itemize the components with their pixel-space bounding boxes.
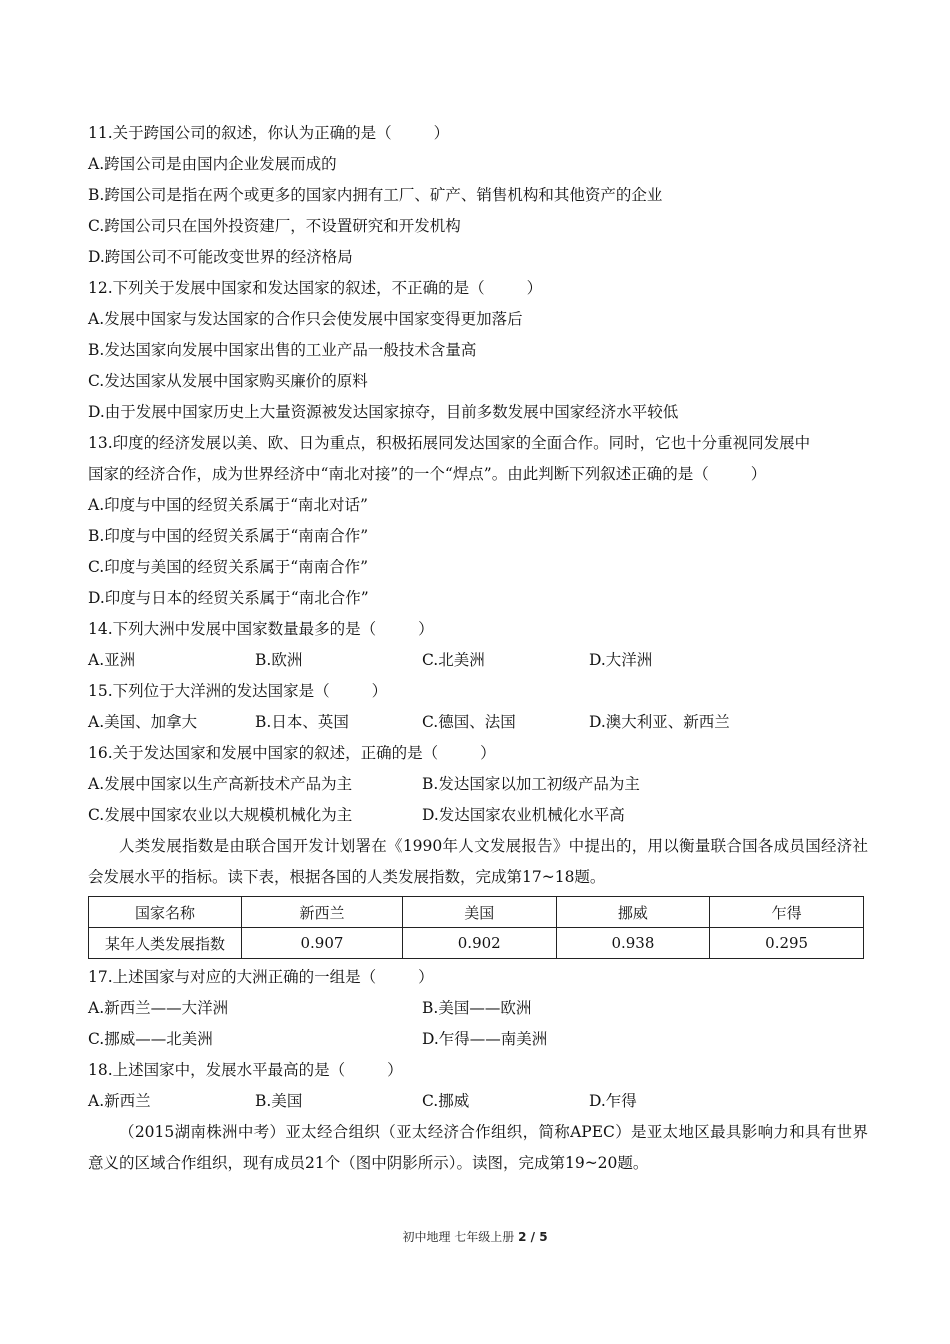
q11-option-d: D.跨国公司不可能改变世界的经济格局 bbox=[88, 248, 353, 266]
q16-options-row1 bbox=[88, 769, 868, 800]
q11-option-b: B.跨国公司是指在两个或更多的国家内拥有工厂、矿产、销售机构和其他资产的企业 bbox=[88, 186, 663, 204]
q16-option-b: B.发达国家以加工初级产品为主 bbox=[422, 775, 640, 793]
q13-option-a: A.印度与中国的经贸关系属于“南北对话” bbox=[88, 496, 368, 514]
q14-option-d: D.大洋洲 bbox=[589, 651, 653, 669]
q17-option-c: C.挪威——北美洲 bbox=[88, 1030, 213, 1048]
q16-option-a: A.发展中国家以生产高新技术产品为主 bbox=[88, 775, 353, 793]
q11-option-c: C.跨国公司只在国外投资建厂，不设置研究和开发机构 bbox=[88, 217, 461, 235]
q15-option-c: C.德国、法国 bbox=[422, 713, 516, 731]
q17-option-a: A.新西兰——大洋洲 bbox=[88, 999, 229, 1017]
table-cell: 某年人类发展指数 bbox=[89, 928, 242, 959]
q18-option-d: D.乍得 bbox=[589, 1092, 637, 1110]
table-cell: 0.295 bbox=[710, 928, 864, 959]
question-11-stem: 11.关于跨国公司的叙述，你认为正确的是（ ） bbox=[88, 124, 450, 142]
footer-course-label: 初中地理 七年级上册 bbox=[402, 1230, 515, 1244]
apec-intro-paragraph: （2015湖南株洲中考）亚太经合组织（亚太经济合作组织，简称APEC）是亚太地区最具影响力和具有世界意义的区域合作组织，现有成员21个（图中阴影所示）。读图，完成第19~20题。 bbox=[88, 1123, 868, 1172]
table-header-cell: 新西兰 bbox=[242, 897, 403, 928]
q15-option-b: B.日本、英国 bbox=[255, 713, 349, 731]
footer-page-number: 2 / 5 bbox=[518, 1230, 548, 1244]
q17-options-row1 bbox=[88, 993, 868, 1024]
table-header-row bbox=[89, 897, 864, 928]
q18-options bbox=[88, 1086, 868, 1117]
q12-option-c: C.发达国家从发展中国家购买廉价的原料 bbox=[88, 372, 368, 390]
q13-option-b: B.印度与中国的经贸关系属于“南南合作” bbox=[88, 527, 369, 545]
q12-option-a: A.发展中国家与发达国家的合作只会使发展中国家变得更加落后 bbox=[88, 310, 523, 328]
table-row bbox=[89, 928, 864, 959]
table-cell: 0.938 bbox=[556, 928, 710, 959]
page-footer bbox=[0, 1228, 950, 1245]
q15-options bbox=[88, 707, 868, 738]
q18-option-c: C.挪威 bbox=[422, 1092, 470, 1110]
q18-option-b: B.美国 bbox=[255, 1092, 303, 1110]
question-17-stem: 17.上述国家与对应的大洲正确的一组是（ ） bbox=[88, 968, 434, 986]
q16-options-row2 bbox=[88, 800, 868, 831]
question-13-stem-line1: 13.印度的经济发展以美、欧、日为重点，积极拓展同发达国家的全面合作。同时，它也十分重视同发展中 bbox=[88, 434, 811, 452]
table-header-cell: 国家名称 bbox=[89, 897, 242, 928]
q11-option-a: A.跨国公司是由国内企业发展而成的 bbox=[88, 155, 337, 173]
hdi-intro-paragraph: 人类发展指数是由联合国开发计划署在《1990年人文发展报告》中提出的，用以衡量联合国各成员国经济社会发展水平的指标。读下表，根据各国的人类发展指数，完成第17~18题。 bbox=[88, 837, 868, 886]
table-cell: 0.902 bbox=[402, 928, 556, 959]
question-14-stem: 14.下列大洲中发展中国家数量最多的是（ ） bbox=[88, 620, 434, 638]
q14-options bbox=[88, 645, 868, 676]
q13-option-d: D.印度与日本的经贸关系属于“南北合作” bbox=[88, 589, 369, 607]
q16-option-d: D.发达国家农业机械化水平高 bbox=[422, 806, 625, 824]
q14-option-c: C.北美洲 bbox=[422, 651, 485, 669]
q12-option-d: D.由于发展中国家历史上大量资源被发达国家掠夺，目前多数发展中国家经济水平较低 bbox=[88, 403, 679, 421]
q16-option-c: C.发展中国家农业以大规模机械化为主 bbox=[88, 806, 353, 824]
question-12-stem: 12.下列关于发展中国家和发达国家的叙述，不正确的是（ ） bbox=[88, 279, 543, 297]
q12-option-b: B.发达国家向发展中国家出售的工业产品一般技术含量高 bbox=[88, 341, 477, 359]
q14-option-a: A.亚洲 bbox=[88, 651, 136, 669]
q17-option-d: D.乍得——南美洲 bbox=[422, 1030, 548, 1048]
table-header-cell: 挪威 bbox=[556, 897, 710, 928]
q15-option-d: D.澳大利亚、新西兰 bbox=[589, 713, 730, 731]
q18-option-a: A.新西兰 bbox=[88, 1092, 151, 1110]
hdi-table bbox=[88, 896, 864, 959]
question-16-stem: 16.关于发达国家和发展中国家的叙述，正确的是（ ） bbox=[88, 744, 496, 762]
table-header-cell: 美国 bbox=[402, 897, 556, 928]
question-18-stem: 18.上述国家中，发展水平最高的是（ ） bbox=[88, 1061, 403, 1079]
question-15-stem: 15.下列位于大洋洲的发达国家是（ ） bbox=[88, 682, 388, 700]
q15-option-a: A.美国、加拿大 bbox=[88, 713, 198, 731]
table-cell: 0.907 bbox=[242, 928, 403, 959]
page-content bbox=[88, 118, 868, 1179]
q17-options-row2 bbox=[88, 1024, 868, 1055]
q17-option-b: B.美国——欧洲 bbox=[422, 999, 532, 1017]
table-header-cell: 乍得 bbox=[710, 897, 864, 928]
q14-option-b: B.欧洲 bbox=[255, 651, 303, 669]
q13-option-c: C.印度与美国的经贸关系属于“南南合作” bbox=[88, 558, 369, 576]
question-13-stem-line2: 国家的经济合作，成为世界经济中“南北对接”的一个“焊点”。由此判断下列叙述正确的是（ ） bbox=[88, 465, 767, 483]
